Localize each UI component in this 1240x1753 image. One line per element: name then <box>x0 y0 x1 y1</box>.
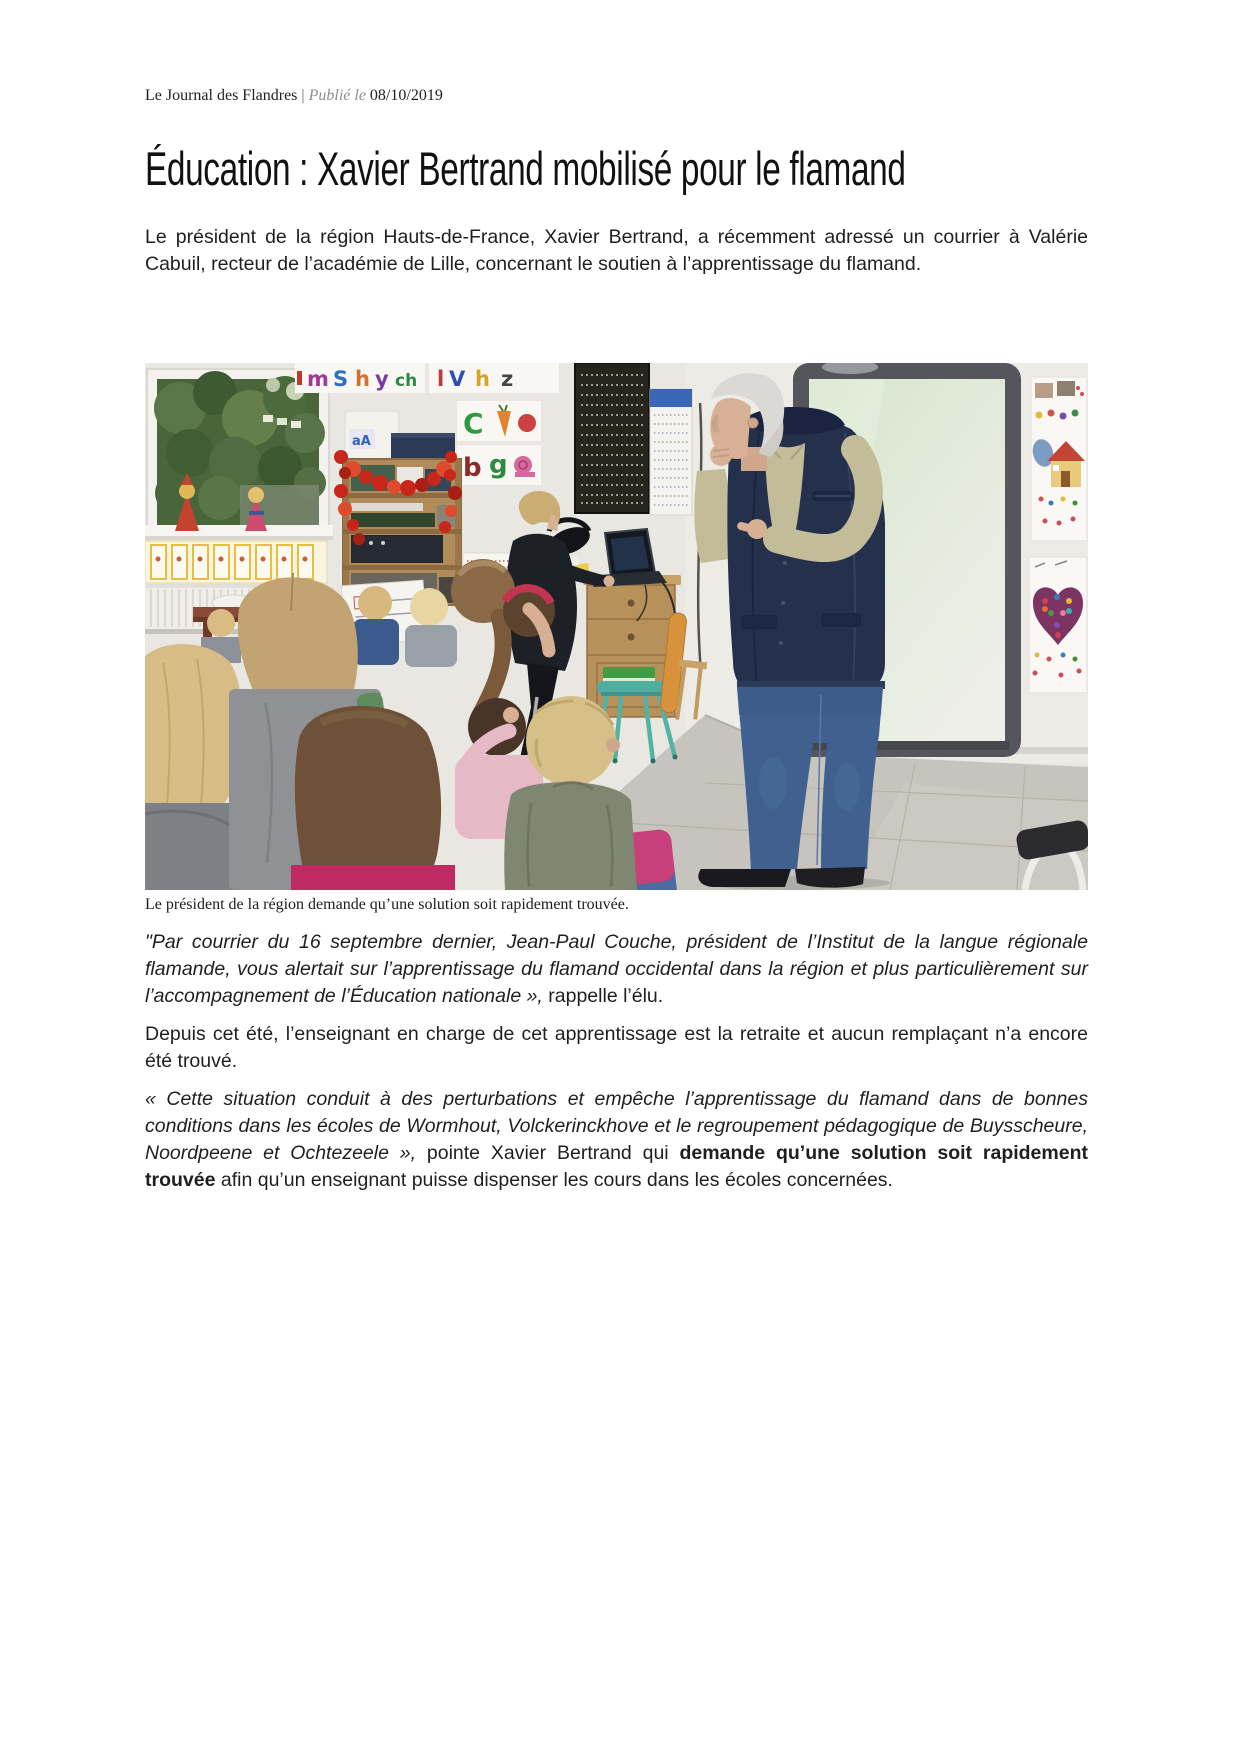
bookshelf <box>343 411 461 605</box>
article-title: Éducation : Xavier Bertrand mobilisé pour le flamand <box>145 142 906 195</box>
svg-text:h: h <box>355 367 370 391</box>
quote-text: « Cette situation conduit à des perturbations et empêche l’apprentissage du flamand dans de bonnes conditions dans les écoles de Wormhout, Volckerinckhove et le regroupement pédagogique de Buysscheure, Noordpeene et Ochtezeele », <box>145 1088 1088 1164</box>
published-label: Publié le <box>308 87 366 104</box>
quote-text: "Par courrier du 16 septembre dernier, Jean-Paul Couche, président de l’Institut de la langue régionale flamande, vous alertait sur l’apprentissage du flamand occidental dans la région et plus particulièrement sur l’accompagnement de l’Éducation nationale », <box>145 931 1088 1007</box>
svg-text:C: C <box>463 407 484 440</box>
article-figure <box>145 363 1088 915</box>
highlighted-demand: demande qu’une solution soit rapidement trouvée <box>145 1142 1088 1191</box>
svg-text:z: z <box>501 367 514 391</box>
children-drawings <box>1029 377 1087 693</box>
article-column <box>145 0 1088 1753</box>
article-photo <box>145 363 1088 890</box>
published-date: 08/10/2019 <box>369 87 443 104</box>
svg-text:h: h <box>475 367 490 391</box>
paragraph-quote-1 <box>145 929 1088 1010</box>
article-kicker <box>145 86 443 106</box>
photo-caption: Le président de la région demande qu’une solution soit rapidement trouvée. <box>145 896 629 913</box>
chalkboard <box>575 363 649 513</box>
svg-text:aA: aA <box>352 434 371 449</box>
svg-text:ch: ch <box>395 371 418 391</box>
quote-attribution: pointe Xavier Bertrand qui <box>426 1142 680 1164</box>
svg-text:y: y <box>375 367 389 391</box>
classroom-photo-illustration <box>145 363 1088 890</box>
paragraph-end: afin qu’un enseignant puisse dispenser les cours dans les écoles concernées. <box>215 1169 893 1191</box>
wall-chart <box>650 389 692 515</box>
svg-text:b: b <box>463 453 482 483</box>
publication-name: Le Journal des Flandres <box>145 87 298 104</box>
svg-text:S: S <box>333 367 349 391</box>
svg-text:m: m <box>307 367 329 391</box>
paragraph-quote-3 <box>145 1086 1088 1194</box>
article-lead: Le président de la région Hauts-de-France, Xavier Bertrand, a récemment adressé un courrier à Valérie Cabuil, recteur de l’académie de Lille, concernant le soutien à l’apprentissage du flamand. <box>145 226 1088 275</box>
quote-attribution: rappelle l’élu. <box>542 985 664 1007</box>
svg-text:l: l <box>437 367 445 391</box>
kicker-separator: | <box>301 87 305 104</box>
svg-text:g: g <box>489 450 508 480</box>
paragraph-2: Depuis cet été, l’enseignant en charge de cet apprentissage est la retraite et aucun remplaçant n’a encore été trouvé. <box>145 1023 1088 1072</box>
classroom-window <box>145 369 333 540</box>
svg-text:V: V <box>449 367 466 391</box>
left-wall-chart <box>145 541 327 583</box>
